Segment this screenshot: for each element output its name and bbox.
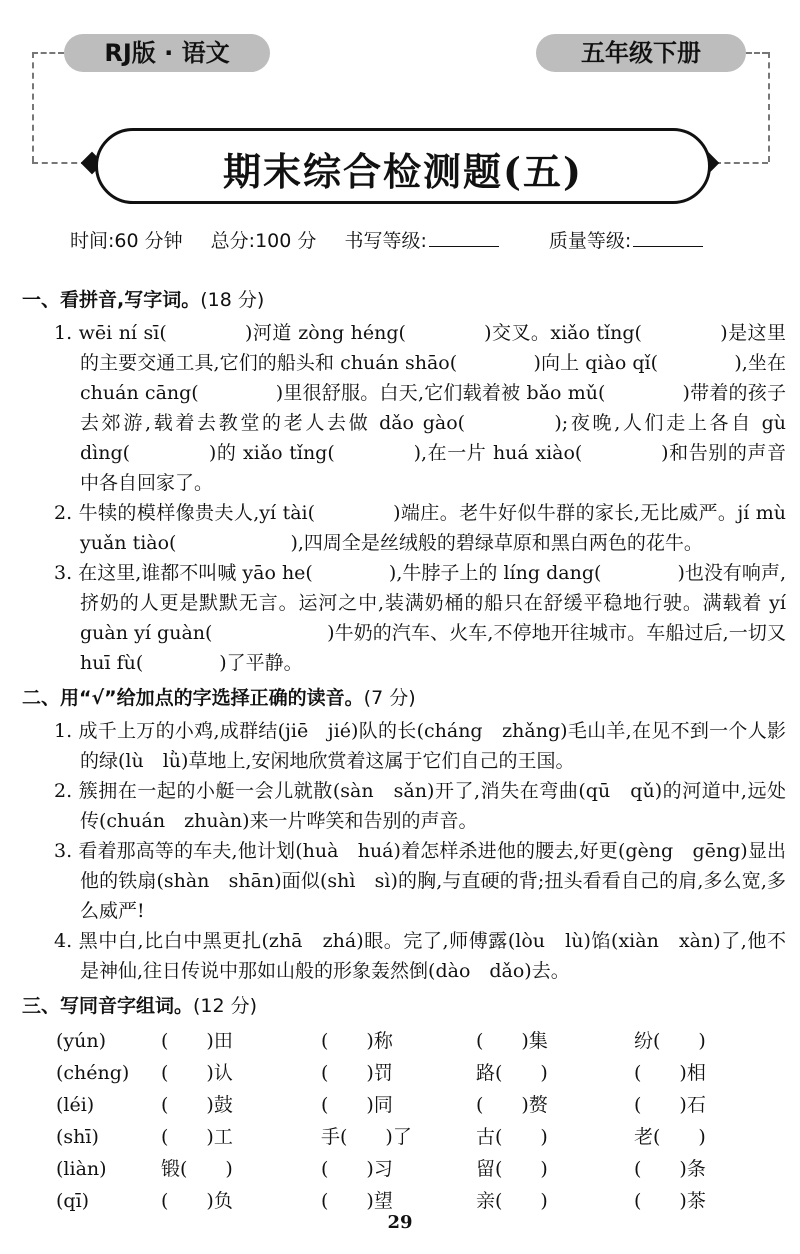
answer-cell[interactable]: ( )同 <box>321 1094 393 1116</box>
section-2-question-4[interactable]: 4. 黑中白,比白中黑更扎(zhā zhá)眼。完了,师傅露(lòu lù)馅(xiàn xàn)了,他不是神仙,往日传说中那如山般的形象轰然倒(dào dǎo)去。 <box>54 930 786 982</box>
section-1-question-1[interactable]: 1. wēi ní sī( )河道 zòng héng( )交叉。xiǎo tǐng( )是这里的主要交通工具,它们的船头和 chuán shāo( )向上 qiào qǐ( ),坐在 chuán cāng( )里很舒服。白天,它们载着被 bǎo mǔ( )带着的孩子去郊游,载着去教堂的老人去做 dǎo gào( );夜晚,人们走上各自 gù dìng( )的 xiǎo tǐng( ),在一片 huá xiào( )和告别的声音中各自回家了。 <box>54 322 786 494</box>
header-dashed-line-left <box>32 52 64 54</box>
section-2-heading: 二、用“√”给加点的字选择正确的读音。(7 分) <box>22 687 416 709</box>
exam-time: 时间:60 分钟 <box>70 230 183 252</box>
answer-cell[interactable]: ( )认 <box>161 1062 233 1084</box>
quality-grade: 质量等级: <box>549 230 725 252</box>
pinyin-cell: (yún) <box>56 1030 107 1052</box>
section-1-heading: 一、看拼音,写字词。(18 分) <box>22 289 265 311</box>
answer-cell[interactable]: ( )负 <box>161 1190 233 1212</box>
section-1-question-2[interactable]: 2. 牛犊的模样像贵夫人,yí tài( )端庄。老牛好似牛群的家长,无比威严。jí mù yuǎn tiào( ),四周全是丝绒般的碧绿草原和黑白两色的花牛。 <box>54 502 786 554</box>
header-dashed-line-right-vertical <box>768 52 770 162</box>
answer-cell[interactable]: 老( ) <box>634 1126 706 1148</box>
answer-cell[interactable]: ( )鼓 <box>161 1094 233 1116</box>
writing-grade-blank[interactable] <box>429 246 499 247</box>
section-2-question-2[interactable]: 2. 簇拥在一起的小艇一会儿就散(sàn sǎn)开了,消失在弯曲(qū qǔ)的河道中,远处传(chuán zhuàn)来一片哗笑和告别的声音。 <box>54 780 786 832</box>
homophone-table <box>56 1028 786 1214</box>
answer-cell[interactable]: 锻( ) <box>161 1158 233 1180</box>
answer-cell[interactable]: ( )赘 <box>476 1094 548 1116</box>
subject-badge: RJ版 · 语文 <box>64 34 270 72</box>
header-dashed-line-right <box>746 52 768 54</box>
answer-cell[interactable]: ( )集 <box>476 1030 548 1052</box>
section-2-question-1[interactable]: 1. 成千上万的小鸡,成群结(jiē jié)队的长(cháng zhǎng)毛山羊,在见不到一个人影的绿(lù lǜ)草地上,安闲地欣赏着这属于它们自己的王国。 <box>54 720 786 772</box>
page-number: 29 <box>387 1212 413 1233</box>
pinyin-cell: (qī) <box>56 1190 90 1212</box>
answer-cell[interactable]: ( )相 <box>634 1062 706 1084</box>
answer-cell[interactable]: ( )条 <box>634 1158 706 1180</box>
answer-cell[interactable]: ( )罚 <box>321 1062 393 1084</box>
answer-cell[interactable]: 古( ) <box>476 1126 548 1148</box>
header-dashed-line-right-bottom <box>715 162 768 164</box>
pinyin-cell: (liàn) <box>56 1158 107 1180</box>
answer-cell[interactable]: 亲( ) <box>476 1190 548 1212</box>
pinyin-cell: (chéng) <box>56 1062 130 1084</box>
pinyin-cell: (shī) <box>56 1126 99 1148</box>
answer-cell[interactable]: ( )石 <box>634 1094 706 1116</box>
answer-cell[interactable]: ( )称 <box>321 1030 393 1052</box>
answer-cell[interactable]: 留( ) <box>476 1158 548 1180</box>
answer-cell[interactable]: ( )工 <box>161 1126 233 1148</box>
pinyin-cell: (léi) <box>56 1094 95 1116</box>
quality-grade-blank[interactable] <box>633 246 703 247</box>
answer-cell[interactable]: ( )习 <box>321 1158 393 1180</box>
writing-grade: 书写等级: <box>344 230 520 252</box>
answer-cell[interactable]: ( )茶 <box>634 1190 706 1212</box>
section-3-heading: 三、写同音字组词。(12 分) <box>22 995 258 1017</box>
answer-cell[interactable]: 路( ) <box>476 1062 548 1084</box>
exam-meta <box>70 226 747 253</box>
answer-cell[interactable]: ( )田 <box>161 1030 233 1052</box>
header-dashed-line-left-vertical <box>32 52 34 162</box>
exam-total-score: 总分:100 分 <box>210 230 317 252</box>
header-dashed-line-left-bottom <box>32 162 87 164</box>
section-2-question-3[interactable]: 3. 看着那高等的车夫,他计划(huà huá)着怎样杀进他的腰去,好更(gèng gēng)显出他的铁扇(shàn shān)面似(shì sì)的胸,与直硬的背;扭头看看自己的肩,多么宽,多么威严! <box>54 840 786 922</box>
title-banner <box>95 128 711 204</box>
answer-cell[interactable]: ( )望 <box>321 1190 393 1212</box>
page-title: 期末综合检测题(五) <box>223 149 583 194</box>
answer-cell[interactable]: 手( )了 <box>321 1126 412 1148</box>
grade-badge: 五年级下册 <box>536 34 746 72</box>
section-1-question-3[interactable]: 3. 在这里,谁都不叫喊 yāo he( ),牛脖子上的 líng dang( )也没有响声,挤奶的人更是默默无言。运河之中,装满奶桶的船只在舒缓平稳地行驶。满载着 yí guàn yí guàn( )牛奶的汽车、火车,不停地开往城市。车船过后,一切又 huī fù( )了平静。 <box>54 562 786 674</box>
answer-cell[interactable]: 纷( ) <box>634 1030 706 1052</box>
exam-content <box>22 280 786 1214</box>
